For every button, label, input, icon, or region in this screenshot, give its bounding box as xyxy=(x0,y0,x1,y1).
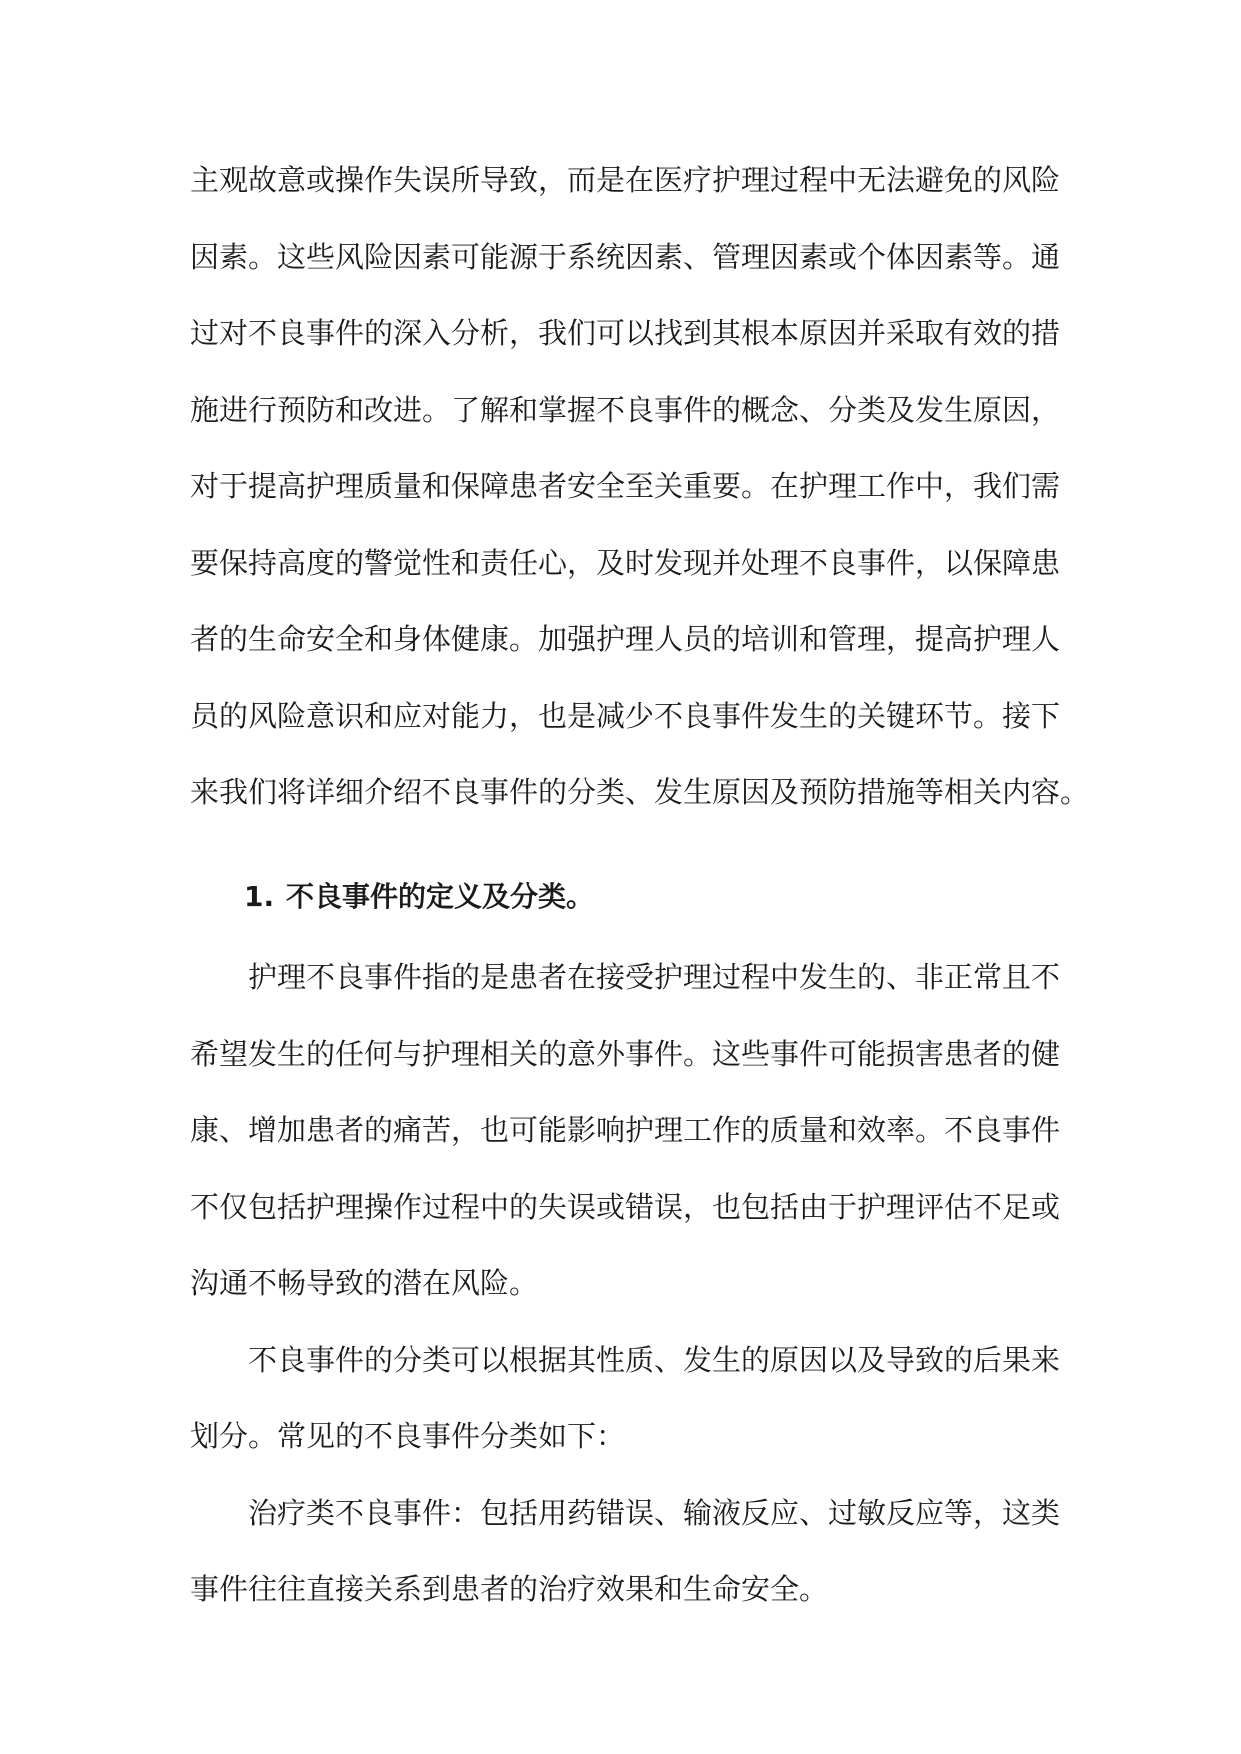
text-line: 过对不良事件的深入分析，我们可以找到其根本原因并采取有效的措 xyxy=(190,316,1061,350)
text-line: 施进行预防和改进。了解和掌握不良事件的概念、分类及发生原因， xyxy=(190,392,1061,427)
text-line: 事件往往直接关系到患者的治疗效果和生命安全。 xyxy=(190,1572,829,1606)
text-line: 要保持高度的警觉性和责任心，及时发现并处理不良事件，以保障患 xyxy=(190,545,1061,580)
text-line: 者的生命安全和身体健康。加强护理人员的培训和管理，提高护理人 xyxy=(190,622,1061,656)
section-title: 不良事件的定义及分类。 xyxy=(286,879,595,913)
text-line: 康、增加患者的痛苦，也可能影响护理工作的质量和效率。不良事件 xyxy=(190,1113,1061,1147)
section-heading xyxy=(190,859,1052,936)
document-body xyxy=(190,142,1090,1628)
treatment-paragraph xyxy=(190,1475,1061,1628)
text-line: 主观故意或操作失误所导致，而是在医疗护理过程中无法避免的风险 xyxy=(190,163,1061,197)
classification-paragraph xyxy=(190,1322,1061,1475)
intro-paragraph xyxy=(190,142,1090,831)
text-line: 沟通不畅导致的潜在风险。 xyxy=(190,1266,539,1300)
text-line: 来我们将详细介绍不良事件的分类、发生原因及预防措施等相关内容。 xyxy=(190,775,1090,809)
text-line: 治疗类不良事件：包括用药错误、输液反应、过敏反应等，这类 xyxy=(248,1495,1061,1530)
text-line: 划分。常见的不良事件分类如下： xyxy=(190,1419,626,1453)
text-line: 对于提高护理质量和保障患者安全至关重要。在护理工作中，我们需 xyxy=(190,469,1061,503)
text-line: 不良事件的分类可以根据其性质、发生的原因以及导致的后果来 xyxy=(248,1342,1061,1377)
text-line: 护理不良事件指的是患者在接受护理过程中发生的、非正常且不 xyxy=(248,960,1061,994)
text-line: 希望发生的任何与护理相关的意外事件。这些事件可能损害患者的健 xyxy=(190,1036,1061,1071)
section-number: 1. xyxy=(244,879,275,913)
text-line: 因素。这些风险因素可能源于系统因素、管理因素或个体因素等。通 xyxy=(190,239,1061,274)
text-line: 不仅包括护理操作过程中的失误或错误，也包括由于护理评估不足或 xyxy=(190,1189,1061,1224)
definition-paragraph xyxy=(190,939,1061,1322)
text-line: 员的风险意识和应对能力，也是减少不良事件发生的关键环节。接下 xyxy=(190,698,1061,733)
